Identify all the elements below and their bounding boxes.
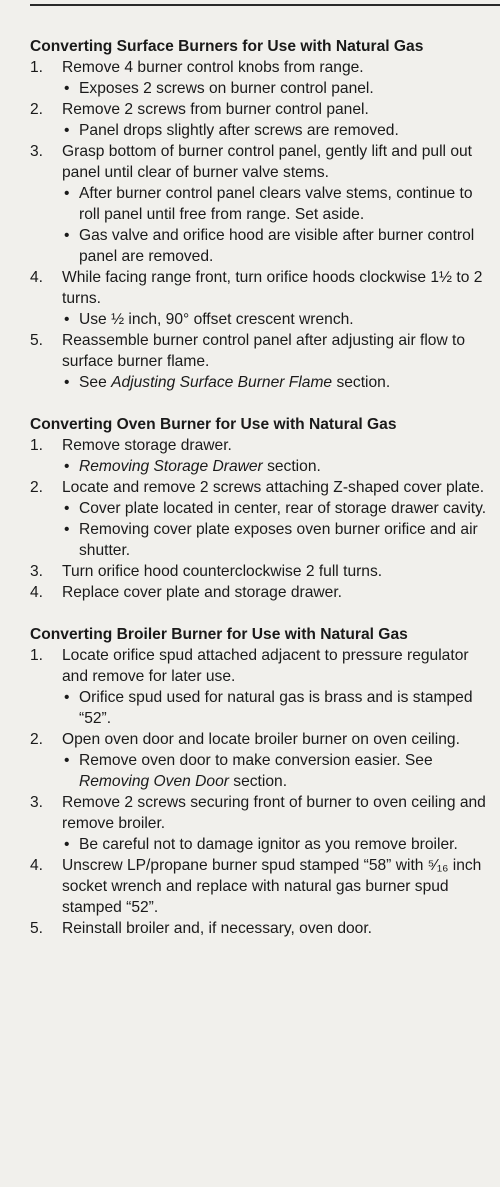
step-number: 2. <box>30 731 44 748</box>
substep-item <box>62 834 494 855</box>
section-reference: Removing Storage Drawer <box>79 458 263 475</box>
step-text: Remove 2 screws from burner control panel. <box>62 101 369 118</box>
step-item <box>0 141 500 267</box>
bullet-icon: • <box>64 227 70 244</box>
substep-text: Remove oven door to make conversion easier. See <box>79 752 433 769</box>
bullet-icon: • <box>64 122 70 139</box>
step-text: Locate and remove 2 screws attaching Z-shaped cover plate. <box>62 479 485 496</box>
substep-list <box>62 372 494 393</box>
substep-text: Exposes 2 screws on burner control panel. <box>79 80 374 97</box>
substep-item <box>62 687 494 729</box>
top-rule <box>30 4 500 6</box>
step-item <box>0 645 500 729</box>
content <box>0 36 500 960</box>
step-item <box>0 330 500 393</box>
substep-item <box>62 309 494 330</box>
section-heading: Converting Surface Burners for Use with Natural Gas <box>30 38 424 55</box>
substep-text: Panel drops slightly after screws are removed. <box>79 122 399 139</box>
substep-list <box>62 750 494 792</box>
step-number: 3. <box>30 143 44 160</box>
step-number: 4. <box>30 269 44 286</box>
substep-list <box>62 183 494 267</box>
step-item <box>0 477 500 561</box>
step-text: Turn orifice hood counterclockwise 2 full turns. <box>62 563 383 580</box>
step-number: 3. <box>30 563 44 580</box>
step-text: Replace cover plate and storage drawer. <box>62 584 342 601</box>
step-number: 3. <box>30 794 44 811</box>
step-item <box>0 435 500 477</box>
substep-list <box>62 456 494 477</box>
substep-text: After burner control panel clears valve stems, continue to roll panel until free from range. Set aside. <box>79 185 473 223</box>
substep-list <box>62 498 494 561</box>
bullet-icon: • <box>64 521 70 538</box>
step-item <box>0 729 500 792</box>
step-number: 1. <box>30 437 44 454</box>
substep-item <box>62 78 494 99</box>
substep-text: Gas valve and orifice hood are visible after burner control panel are removed. <box>79 227 475 265</box>
substep-item <box>62 519 494 561</box>
substep-list <box>62 309 494 330</box>
bullet-icon: • <box>64 311 70 328</box>
bullet-icon: • <box>64 80 70 97</box>
substep-text: See <box>79 374 112 391</box>
step-number: 1. <box>30 59 44 76</box>
step-number: 4. <box>30 857 44 874</box>
bullet-icon: • <box>64 689 70 706</box>
substep-text: Cover plate located in center, rear of storage drawer cavity. <box>79 500 487 517</box>
section-heading: Converting Broiler Burner for Use with Natural Gas <box>30 626 408 643</box>
substep-text: section. <box>262 458 321 475</box>
bullet-icon: • <box>64 836 70 853</box>
step-item <box>0 792 500 855</box>
step-number: 1. <box>30 647 44 664</box>
step-number: 4. <box>30 584 44 601</box>
step-text: Unscrew LP/propane burner spud stamped “58” with ⁵⁄₁₆ inch socket wrench and replace with natural gas burner spud stamped “52”. <box>62 857 482 916</box>
section-reference: Adjusting Surface Burner Flame <box>111 374 333 391</box>
substep-text: section. <box>228 773 288 790</box>
step-text: Reinstall broiler and, if necessary, oven door. <box>62 920 373 937</box>
step-list <box>0 435 500 603</box>
section <box>0 414 500 603</box>
step-text: Reassemble burner control panel after adjusting air flow to surface burner flame. <box>62 332 466 370</box>
section-reference: Removing Oven Door <box>79 773 229 790</box>
step-item <box>0 918 500 939</box>
step-text: Remove storage drawer. <box>62 437 232 454</box>
substep-item <box>62 372 494 393</box>
substep-item <box>62 183 494 225</box>
substep-item <box>62 498 494 519</box>
bullet-icon: • <box>64 458 70 475</box>
substep-text: Use ½ inch, 90° offset crescent wrench. <box>79 311 354 328</box>
step-list <box>0 645 500 939</box>
bullet-icon: • <box>64 185 70 202</box>
substep-item <box>62 225 494 267</box>
step-number: 2. <box>30 479 44 496</box>
step-item <box>0 561 500 582</box>
step-item <box>0 267 500 330</box>
step-list <box>0 57 500 393</box>
substep-text: Removing cover plate exposes oven burner orifice and air shutter. <box>79 521 478 559</box>
substep-text: Be careful not to damage ignitor as you remove broiler. <box>79 836 458 853</box>
substep-item <box>62 456 494 477</box>
substep-text: Orifice spud used for natural gas is brass and is stamped “52”. <box>79 689 473 727</box>
step-text: Grasp bottom of burner control panel, gently lift and pull out panel until clear of burner valve stems. <box>62 143 473 181</box>
bullet-icon: • <box>64 752 70 769</box>
substep-list <box>62 78 494 99</box>
step-number: 5. <box>30 920 44 937</box>
step-number: 2. <box>30 101 44 118</box>
step-number: 5. <box>30 332 44 349</box>
substep-item <box>62 750 494 792</box>
step-text: Remove 4 burner control knobs from range. <box>62 59 364 76</box>
step-item <box>0 582 500 603</box>
bullet-icon: • <box>64 500 70 517</box>
bullet-icon: • <box>64 374 70 391</box>
substep-list <box>62 120 494 141</box>
step-item <box>0 57 500 99</box>
section-heading: Converting Oven Burner for Use with Natural Gas <box>30 416 397 433</box>
section <box>0 624 500 939</box>
step-text: While facing range front, turn orifice hoods clockwise 1½ to 2 turns. <box>62 269 483 307</box>
step-item <box>0 99 500 141</box>
substep-list <box>62 687 494 729</box>
step-text: Remove 2 screws securing front of burner to oven ceiling and remove broiler. <box>62 794 486 832</box>
step-text: Locate orifice spud attached adjacent to pressure regulator and remove for later use. <box>62 647 469 685</box>
section <box>0 36 500 393</box>
substep-text: section. <box>332 374 391 391</box>
substep-list <box>62 834 494 855</box>
substep-item <box>62 120 494 141</box>
step-item <box>0 855 500 918</box>
step-text: Open oven door and locate broiler burner on oven ceiling. <box>62 731 460 748</box>
